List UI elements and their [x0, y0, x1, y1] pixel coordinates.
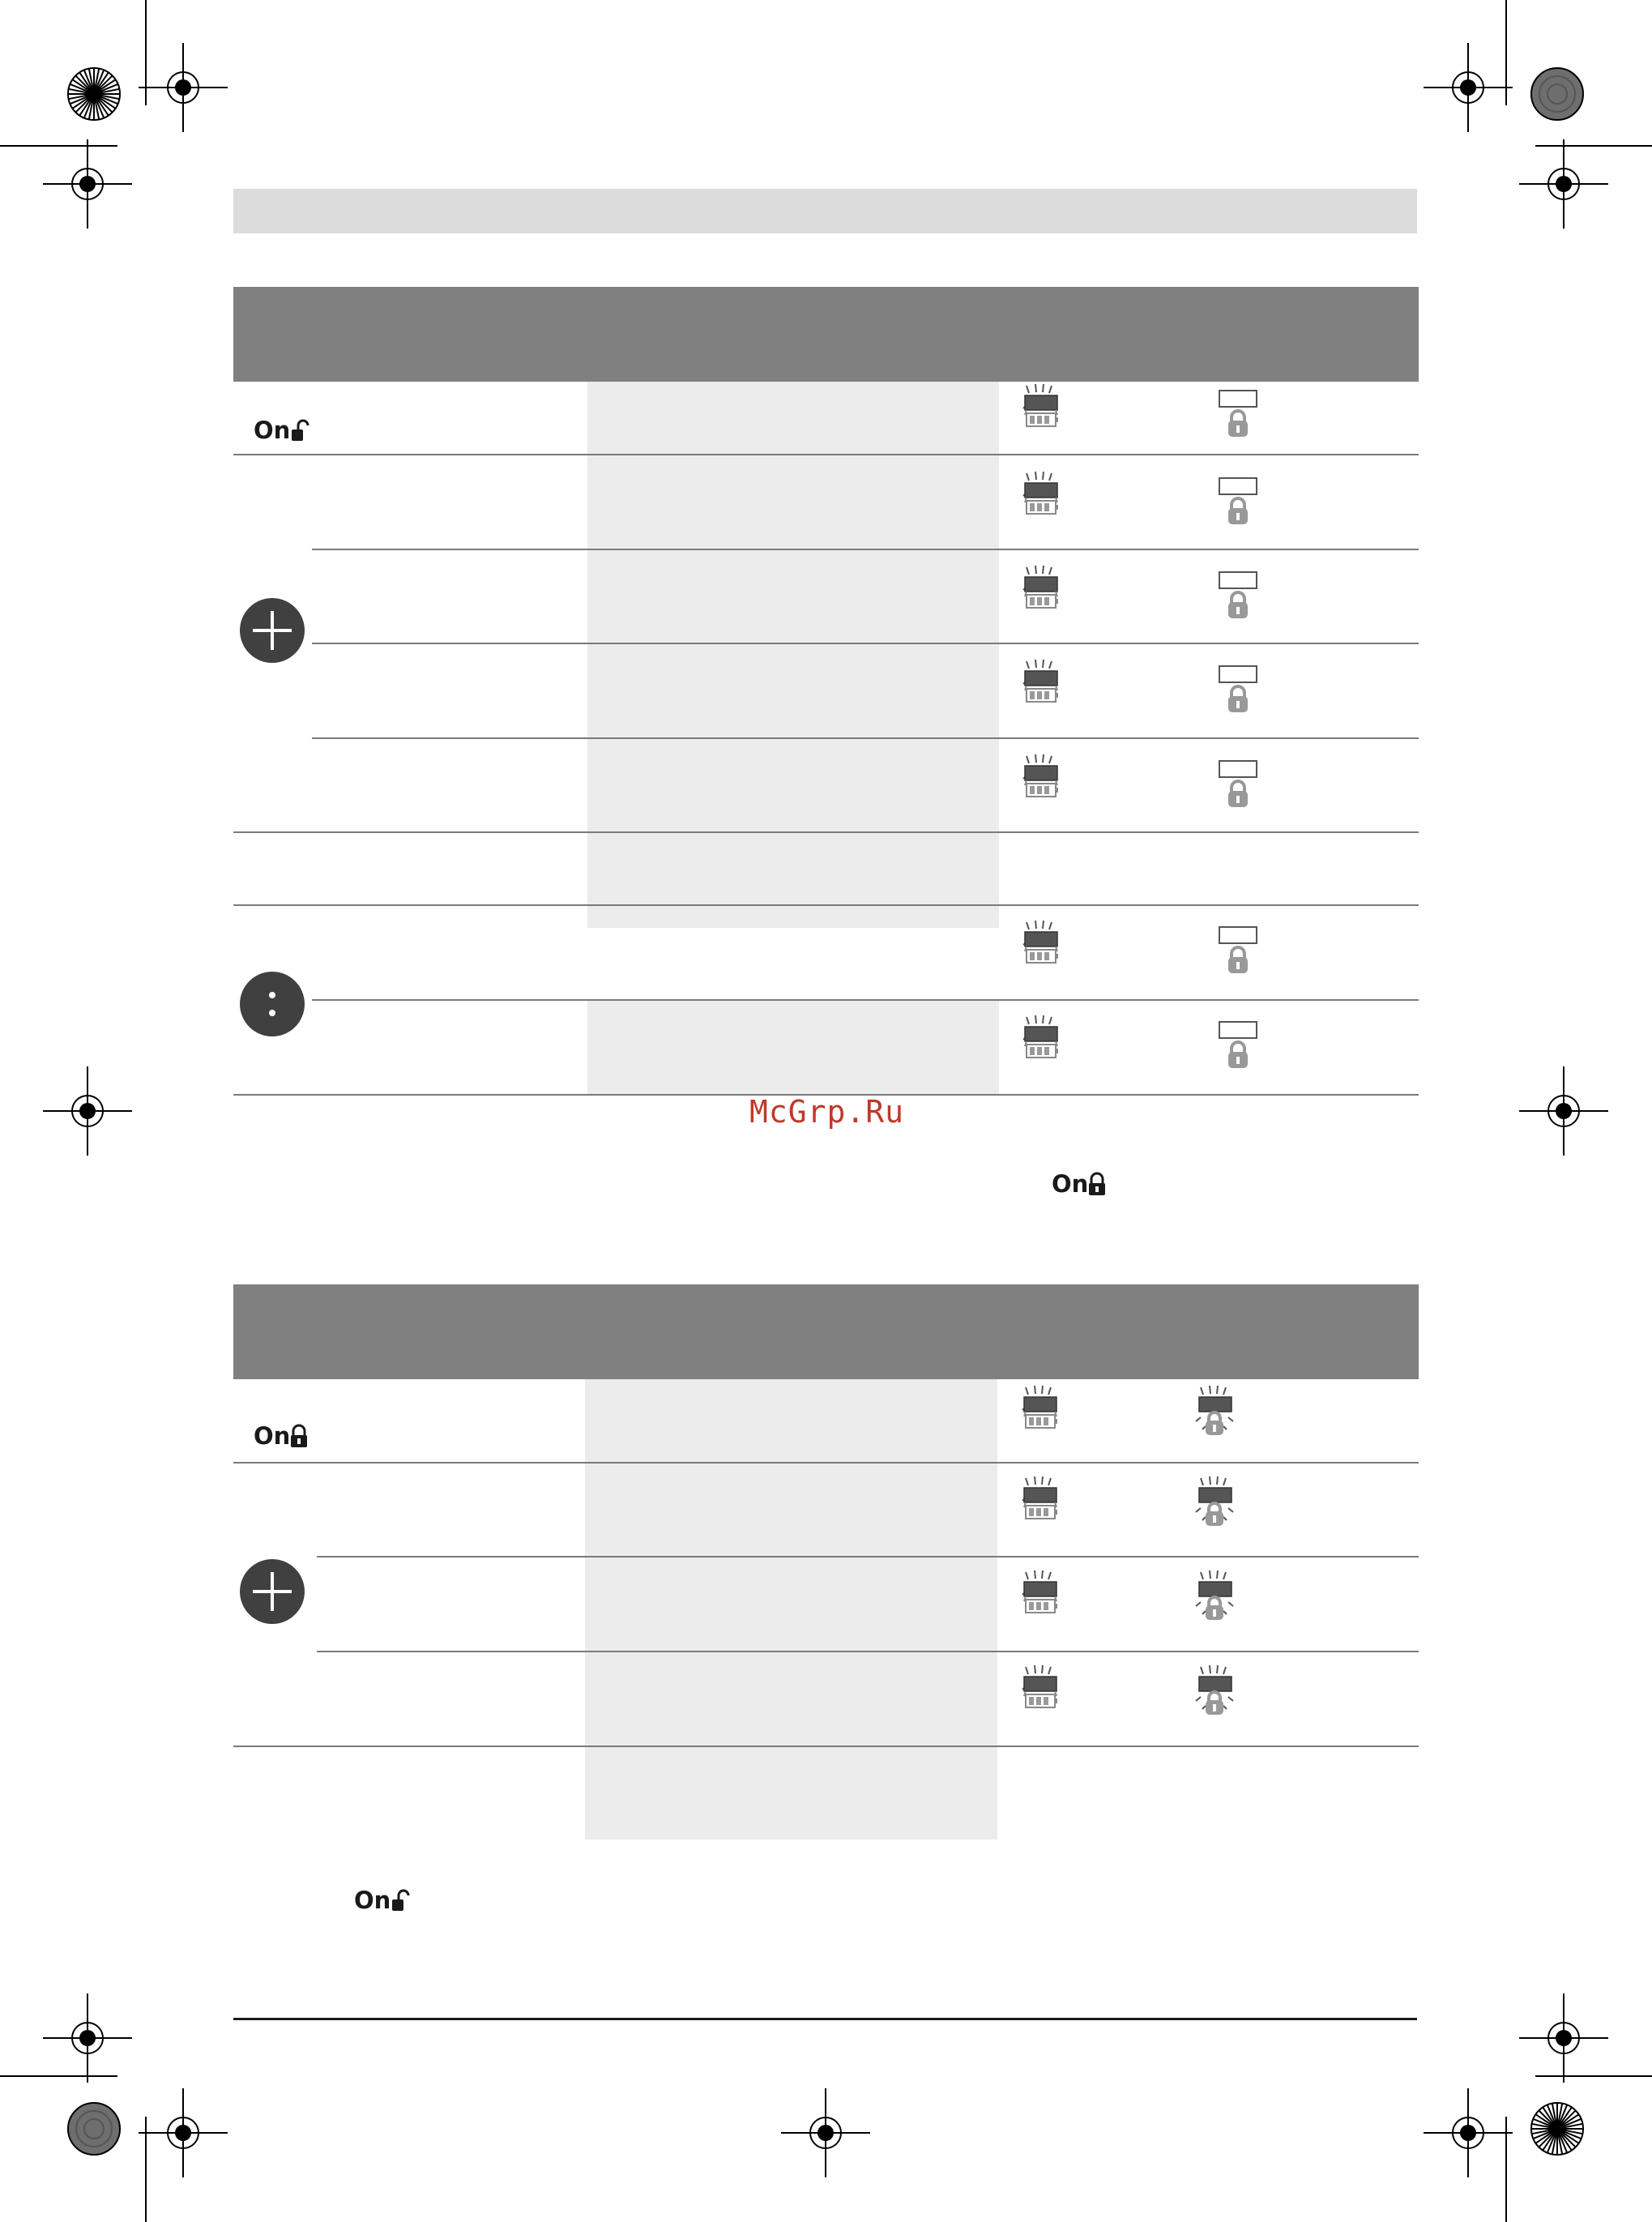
locked-padlock-icon — [1219, 1022, 1257, 1068]
lock-flashing-icon — [1196, 1570, 1233, 1620]
table2-status-icons — [1022, 1386, 1233, 1715]
lock-flashing-icon — [1196, 1476, 1233, 1526]
laser-flashing-icon — [1022, 1476, 1057, 1519]
lock-flashing-icon — [1196, 1386, 1233, 1435]
laser-flashing-icon — [1023, 1015, 1058, 1058]
locked-padlock-icon — [1219, 666, 1257, 712]
on-text: On — [354, 1887, 391, 1914]
laser-flashing-icon — [1023, 472, 1058, 514]
locked-padlock-icon — [1088, 1172, 1106, 1196]
lock-flashing-icon — [1196, 1665, 1233, 1715]
locked-padlock-icon — [1219, 391, 1257, 437]
locked-padlock-icon — [1219, 761, 1257, 807]
locked-padlock-icon — [1219, 927, 1257, 973]
laser-flashing-icon — [1022, 1386, 1057, 1428]
watermark-text: McGrp.Ru — [749, 1094, 905, 1130]
laser-flashing-icon — [1023, 754, 1058, 797]
laser-flashing-icon — [1023, 660, 1058, 702]
on-text: On — [1052, 1170, 1089, 1198]
laser-flashing-icon — [1022, 1570, 1057, 1613]
on-text: On — [254, 417, 291, 444]
bottom-on-unlocked-label — [354, 1887, 412, 1914]
table1-status-icons — [1023, 384, 1257, 1068]
laser-flashing-icon — [1022, 1665, 1057, 1707]
note-on-locked-label — [1052, 1170, 1106, 1198]
footer-rule — [233, 2018, 1417, 2020]
on-text: On — [254, 1422, 291, 1450]
unlocked-padlock-icon — [391, 1888, 412, 1912]
laser-flashing-icon — [1023, 384, 1058, 426]
locked-padlock-icon — [1219, 572, 1257, 618]
laser-flashing-icon — [1023, 566, 1058, 608]
laser-flashing-icon — [1023, 921, 1058, 963]
locked-padlock-icon — [1219, 478, 1257, 524]
